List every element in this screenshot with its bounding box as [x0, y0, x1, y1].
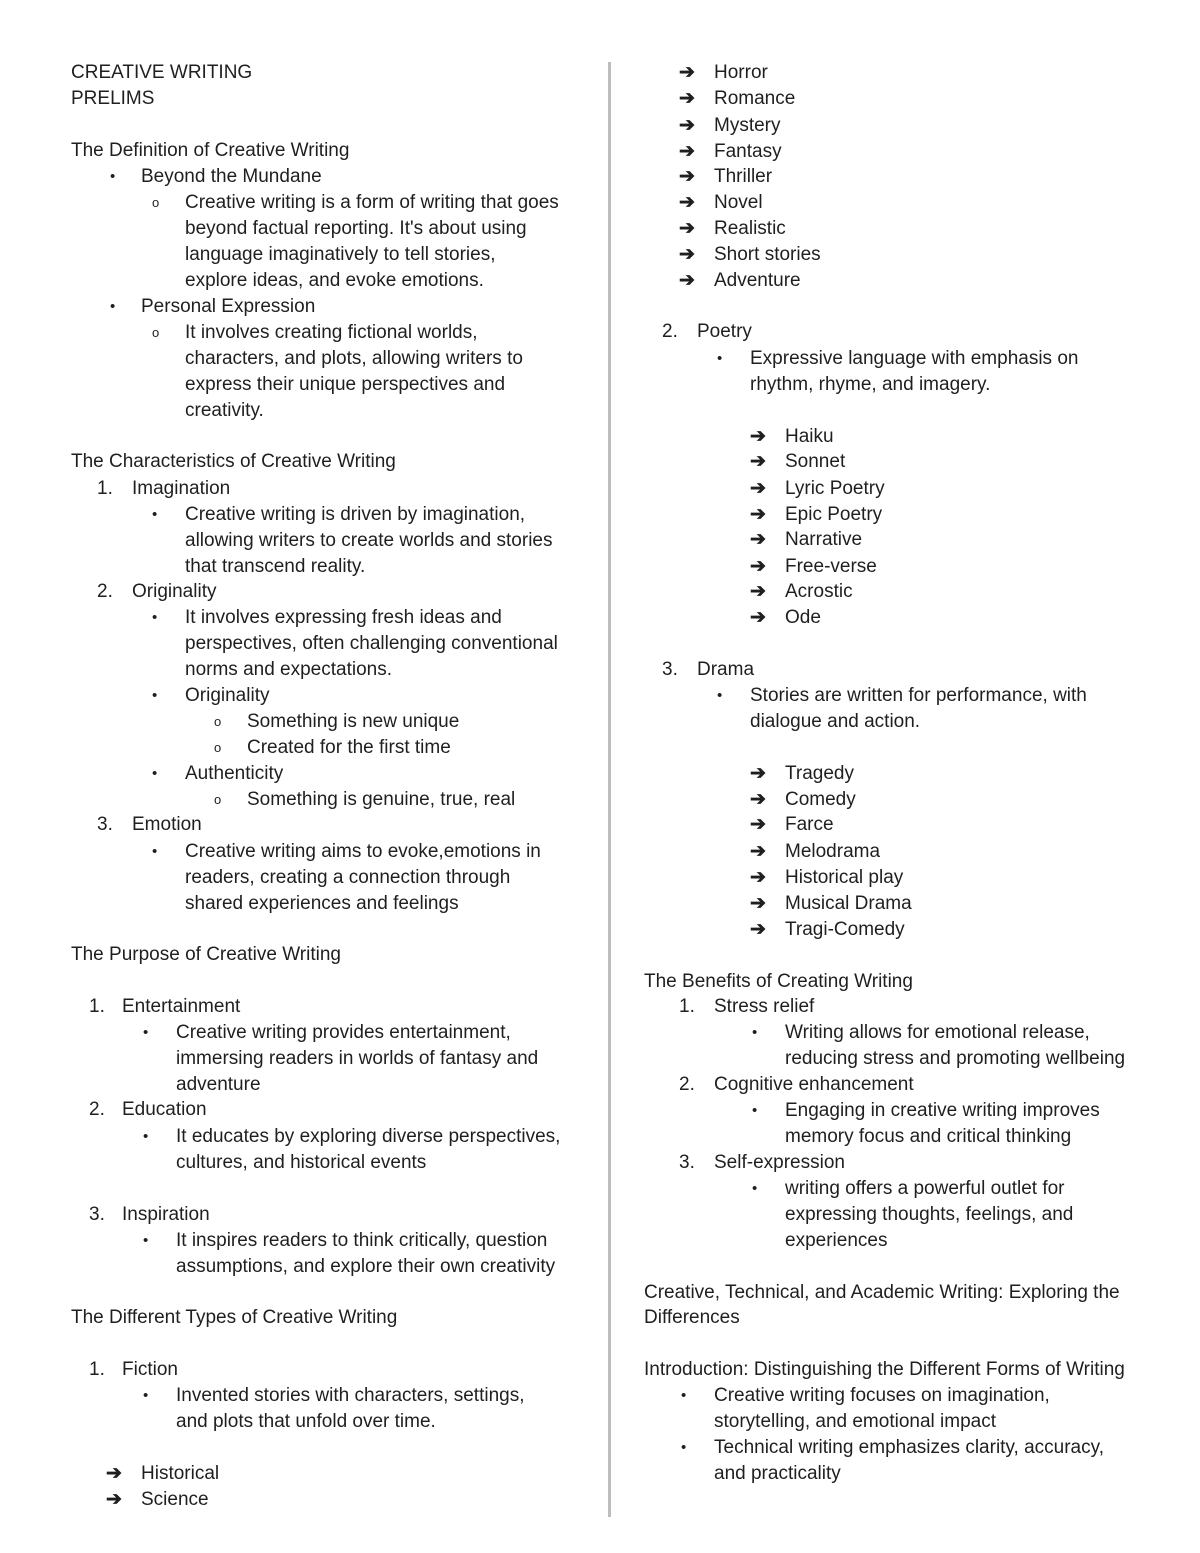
bullet-icon: • [143, 1232, 149, 1249]
bullet-icon: • [110, 298, 116, 315]
text-line: Originality [185, 685, 270, 706]
text-line: memory focus and critical thinking [785, 1126, 1072, 1147]
text-line: Narrative [785, 529, 863, 550]
text-line: Engaging in creative writing improves [785, 1100, 1100, 1121]
text-line: Invented stories with characters, settings, [176, 1385, 525, 1406]
text-line: Farce [785, 814, 834, 835]
text-line: expressing thoughts, feelings, and [785, 1204, 1074, 1225]
text-line: Beyond the Mundane [141, 166, 322, 187]
text-line: Short stories [714, 244, 821, 265]
list-number: 1. [97, 478, 113, 499]
text-line: creativity. [185, 400, 264, 421]
text-line: dialogue and action. [750, 711, 921, 732]
text-line: shared experiences and feelings [185, 893, 459, 914]
arrow-icon: ➔ [750, 504, 766, 525]
circle-bullet-icon: o [152, 195, 160, 210]
text-line: Realistic [714, 218, 786, 239]
text-line: Inspiration [122, 1204, 210, 1225]
bullet-icon: • [110, 168, 116, 185]
text-line: Musical Drama [785, 893, 912, 914]
text-line: Creative writing focuses on imagination, [714, 1385, 1050, 1406]
text-line: Emotion [132, 814, 202, 835]
bullet-icon: • [752, 1102, 758, 1119]
text-line: Haiku [785, 426, 834, 447]
text-line: experiences [785, 1230, 888, 1251]
bullet-icon: • [152, 506, 158, 523]
circle-bullet-icon: o [214, 740, 222, 755]
arrow-icon: ➔ [750, 478, 766, 499]
text-line: reducing stress and promoting wellbeing [785, 1048, 1126, 1069]
column-divider [608, 62, 611, 1517]
arrow-icon: ➔ [750, 529, 766, 550]
text-line: Entertainment [122, 996, 241, 1017]
bullet-icon: • [152, 765, 158, 782]
text-line: language imaginatively to tell stories, [185, 244, 496, 265]
text-line: Historical [141, 1463, 220, 1484]
arrow-icon: ➔ [750, 893, 766, 914]
arrow-icon: ➔ [679, 141, 695, 162]
bullet-icon: • [143, 1387, 149, 1404]
arrow-icon: ➔ [750, 789, 766, 810]
text-line: and plots that unfold over time. [176, 1411, 436, 1432]
text-line: Stress relief [714, 996, 815, 1017]
text-line: It involves expressing fresh ideas and [185, 607, 502, 628]
text-line: Creative writing provides entertainment, [176, 1022, 511, 1043]
arrow-icon: ➔ [679, 166, 695, 187]
bullet-icon: • [143, 1128, 149, 1145]
text-line: storytelling, and emotional impact [714, 1411, 996, 1432]
circle-bullet-icon: o [152, 325, 160, 340]
text-line: Fantasy [714, 141, 782, 162]
list-number: 3. [89, 1204, 105, 1225]
text-line: Differences [644, 1307, 740, 1328]
text-line: Melodrama [785, 841, 881, 862]
text-line: beyond factual reporting. It's about using [185, 218, 527, 239]
bullet-icon: • [752, 1180, 758, 1197]
arrow-icon: ➔ [679, 244, 695, 265]
text-line: Ode [785, 607, 821, 628]
bullet-icon: • [152, 843, 158, 860]
text-line: The Benefits of Creating Writing [644, 971, 913, 992]
text-line: PRELIMS [71, 88, 155, 109]
text-line: It inspires readers to think critically, question [176, 1230, 548, 1251]
text-line: The Characteristics of Creative Writing [71, 451, 396, 472]
arrow-icon: ➔ [106, 1463, 122, 1484]
list-number: 2. [679, 1074, 695, 1095]
text-line: Self-expression [714, 1152, 845, 1173]
arrow-icon: ➔ [750, 919, 766, 940]
text-line: Imagination [132, 478, 231, 499]
text-line: explore ideas, and evoke emotions. [185, 270, 484, 291]
text-line: The Definition of Creative Writing [71, 140, 350, 161]
arrow-icon: ➔ [750, 607, 766, 628]
arrow-icon: ➔ [750, 556, 766, 577]
text-line: Created for the first time [247, 737, 451, 758]
bullet-icon: • [752, 1024, 758, 1041]
bullet-icon: • [717, 350, 723, 367]
list-number: 2. [97, 581, 113, 602]
text-line: writing offers a powerful outlet for [785, 1178, 1065, 1199]
bullet-icon: • [681, 1439, 687, 1456]
text-line: cultures, and historical events [176, 1152, 427, 1173]
arrow-icon: ➔ [750, 814, 766, 835]
bullet-icon: • [717, 687, 723, 704]
text-line: perspectives, often challenging conventional [185, 633, 558, 654]
list-number: 3. [679, 1152, 695, 1173]
circle-bullet-icon: o [214, 792, 222, 807]
text-line: Tragi-Comedy [785, 919, 905, 940]
list-number: 3. [97, 814, 113, 835]
text-line: immersing readers in worlds of fantasy and [176, 1048, 539, 1069]
text-line: CREATIVE WRITING [71, 62, 253, 83]
arrow-icon: ➔ [750, 451, 766, 472]
text-line: Creative writing is driven by imagination, [185, 504, 526, 525]
arrow-icon: ➔ [750, 867, 766, 888]
text-line: Cognitive enhancement [714, 1074, 914, 1095]
text-line: Poetry [697, 321, 752, 342]
text-line: Drama [697, 659, 755, 680]
text-line: adventure [176, 1074, 261, 1095]
text-line: Lyric Poetry [785, 478, 885, 499]
list-number: 1. [89, 1359, 105, 1380]
list-number: 2. [662, 321, 678, 342]
text-line: Thriller [714, 166, 773, 187]
text-line: The Different Types of Creative Writing [71, 1307, 398, 1328]
text-line: Introduction: Distinguishing the Different Forms of Writing [644, 1359, 1125, 1380]
bullet-icon: • [143, 1024, 149, 1041]
arrow-icon: ➔ [679, 192, 695, 213]
circle-bullet-icon: o [214, 714, 222, 729]
text-line: Historical play [785, 867, 904, 888]
text-line: Expressive language with emphasis on [750, 348, 1079, 369]
text-line: Novel [714, 192, 763, 213]
text-line: express their unique perspectives and [185, 374, 506, 395]
text-line: Stories are written for performance, with [750, 685, 1087, 706]
arrow-icon: ➔ [679, 218, 695, 239]
text-line: assumptions, and explore their own creativity [176, 1256, 556, 1277]
list-number: 1. [679, 996, 695, 1017]
arrow-icon: ➔ [679, 270, 695, 291]
text-line: Mystery [714, 115, 781, 136]
arrow-icon: ➔ [106, 1489, 122, 1510]
text-line: Something is genuine, true, real [247, 789, 516, 810]
text-line: Romance [714, 88, 796, 109]
bullet-icon: • [152, 609, 158, 626]
bullet-icon: • [152, 687, 158, 704]
text-line: Epic Poetry [785, 504, 883, 525]
text-line: and practicality [714, 1463, 841, 1484]
text-line: rhythm, rhyme, and imagery. [750, 374, 991, 395]
text-line: Something is new unique [247, 711, 460, 732]
arrow-icon: ➔ [750, 763, 766, 784]
arrow-icon: ➔ [679, 88, 695, 109]
text-line: Science [141, 1489, 209, 1510]
text-line: Free-verse [785, 556, 877, 577]
text-line: Tragedy [785, 763, 854, 784]
text-line: Comedy [785, 789, 856, 810]
text-line: characters, and plots, allowing writers to [185, 348, 523, 369]
text-line: Adventure [714, 270, 801, 291]
list-number: 2. [89, 1099, 105, 1120]
text-line: Creative writing is a form of writing that goes [185, 192, 559, 213]
text-line: readers, creating a connection through [185, 867, 511, 888]
bullet-icon: • [681, 1387, 687, 1404]
text-line: allowing writers to create worlds and stories [185, 530, 553, 551]
text-line: Acrostic [785, 581, 853, 602]
text-line: Horror [714, 62, 768, 83]
arrow-icon: ➔ [679, 62, 695, 83]
arrow-icon: ➔ [750, 581, 766, 602]
text-line: Authenticity [185, 763, 284, 784]
text-line: Creative, Technical, and Academic Writing: Exploring the [644, 1282, 1120, 1303]
text-line: The Purpose of Creative Writing [71, 944, 341, 965]
text-line: Sonnet [785, 451, 846, 472]
arrow-icon: ➔ [750, 841, 766, 862]
arrow-icon: ➔ [679, 115, 695, 136]
arrow-icon: ➔ [750, 426, 766, 447]
text-line: It involves creating fictional worlds, [185, 322, 478, 343]
text-line: Education [122, 1099, 207, 1120]
text-line: Personal Expression [141, 296, 316, 317]
text-line: that transcend reality. [185, 556, 366, 577]
text-line: Writing allows for emotional release, [785, 1022, 1090, 1043]
text-line: Technical writing emphasizes clarity, accuracy, [714, 1437, 1104, 1458]
text-line: norms and expectations. [185, 659, 393, 680]
text-line: Fiction [122, 1359, 178, 1380]
text-line: Creative writing aims to evoke,emotions in [185, 841, 541, 862]
text-line: It educates by exploring diverse perspectives, [176, 1126, 561, 1147]
list-number: 3. [662, 659, 678, 680]
text-line: Originality [132, 581, 217, 602]
list-number: 1. [89, 996, 105, 1017]
